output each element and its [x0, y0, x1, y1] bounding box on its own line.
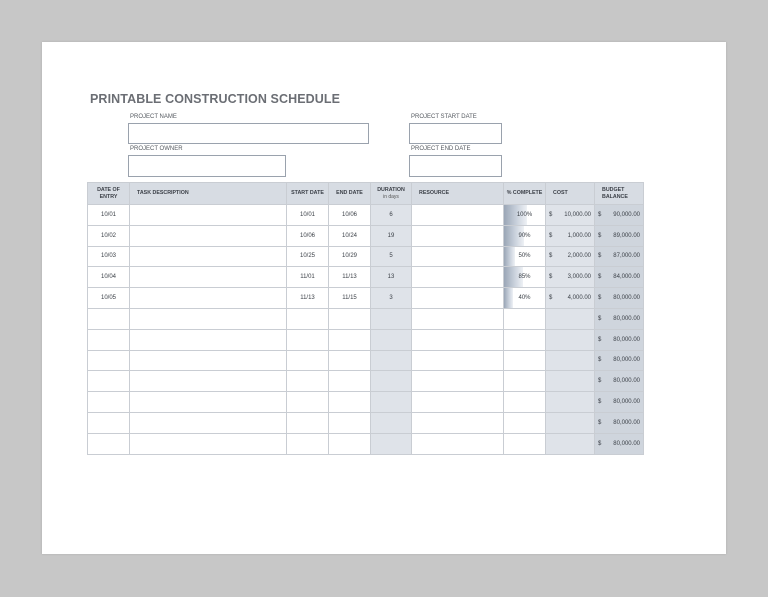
cell-end-date[interactable]: 11/13 [329, 267, 371, 288]
cost-currency: $ [549, 211, 553, 218]
cell-resource[interactable] [412, 433, 504, 454]
cell-pct-complete[interactable] [504, 350, 546, 371]
cell-pct-complete[interactable] [504, 433, 546, 454]
balance-value: 80,000.00 [613, 336, 640, 343]
cell-start-date[interactable]: 11/01 [287, 267, 329, 288]
col-header-cost: COST [546, 183, 595, 205]
cell-end-date[interactable] [329, 329, 371, 350]
col-header-budget-balance: BUDGET BALANCE [595, 183, 644, 205]
col-header-duration-label: DURATION [377, 187, 405, 193]
cost-currency: $ [549, 274, 553, 281]
cell-end-date[interactable] [329, 350, 371, 371]
cell-task-description[interactable] [130, 371, 287, 392]
col-header-date-of-entry: DATE OF ENTRY [88, 183, 130, 205]
balance-value: 80,000.00 [613, 419, 640, 426]
project-name-label: PROJECT NAME [130, 114, 177, 120]
cell-start-date[interactable]: 10/01 [287, 205, 329, 226]
table-row [88, 412, 644, 433]
table-row [88, 225, 644, 246]
cell-date-of-entry[interactable] [88, 329, 130, 350]
table-row [88, 308, 644, 329]
balance-currency: $ [598, 399, 602, 406]
table-row [88, 205, 644, 226]
cell-date-of-entry[interactable]: 10/01 [88, 205, 130, 226]
cell-date-of-entry[interactable]: 10/05 [88, 288, 130, 309]
cell-resource[interactable] [412, 350, 504, 371]
project-end-date-field[interactable] [409, 155, 502, 177]
cell-end-date[interactable] [329, 308, 371, 329]
cell-duration[interactable] [371, 392, 412, 413]
cell-duration[interactable]: 3 [371, 288, 412, 309]
cell-pct-complete[interactable] [504, 308, 546, 329]
balance-currency: $ [598, 357, 602, 364]
balance-value: 90,000.00 [613, 211, 640, 218]
cell-start-date[interactable] [287, 433, 329, 454]
col-header-duration-unit: in days [383, 193, 399, 200]
cell-duration[interactable] [371, 371, 412, 392]
cell-resource[interactable] [412, 288, 504, 309]
cell-resource[interactable] [412, 371, 504, 392]
cell-duration[interactable] [371, 329, 412, 350]
document-page [42, 42, 726, 554]
cell-resource[interactable] [412, 308, 504, 329]
pct-complete-value: 100% [516, 211, 533, 218]
cell-pct-complete[interactable] [504, 267, 546, 288]
cell-duration[interactable]: 13 [371, 267, 412, 288]
balance-value: 87,000.00 [613, 253, 640, 260]
balance-currency: $ [598, 440, 602, 447]
cell-pct-complete[interactable] [504, 392, 546, 413]
cell-cost[interactable] [546, 350, 595, 371]
cell-resource[interactable] [412, 205, 504, 226]
cell-budget-balance [595, 433, 644, 454]
cell-resource[interactable] [412, 329, 504, 350]
cost-currency: $ [549, 232, 553, 239]
cell-duration[interactable]: 6 [371, 205, 412, 226]
cell-end-date[interactable]: 11/15 [329, 288, 371, 309]
cell-budget-balance [595, 288, 644, 309]
balance-currency: $ [598, 211, 602, 218]
cell-date-of-entry[interactable] [88, 308, 130, 329]
cell-start-date[interactable] [287, 371, 329, 392]
cell-start-date[interactable] [287, 329, 329, 350]
balance-currency: $ [598, 232, 602, 239]
col-header-pct-complete: % COMPLETE [504, 183, 546, 205]
cell-duration[interactable]: 19 [371, 225, 412, 246]
cell-budget-balance [595, 246, 644, 267]
cell-start-date[interactable]: 11/13 [287, 288, 329, 309]
cell-pct-complete[interactable] [504, 225, 546, 246]
cell-task-description[interactable] [130, 288, 287, 309]
cell-resource[interactable] [412, 392, 504, 413]
cell-budget-balance [595, 329, 644, 350]
cell-start-date[interactable]: 10/25 [287, 246, 329, 267]
balance-currency: $ [598, 378, 602, 385]
cell-start-date[interactable] [287, 392, 329, 413]
project-name-field[interactable] [128, 123, 369, 144]
table-row [88, 350, 644, 371]
cell-pct-complete[interactable] [504, 371, 546, 392]
cell-budget-balance [595, 225, 644, 246]
col-header-duration [371, 183, 412, 205]
balance-value: 80,000.00 [613, 357, 640, 364]
cell-pct-complete[interactable] [504, 288, 546, 309]
balance-value: 80,000.00 [613, 440, 640, 447]
cell-date-of-entry[interactable] [88, 392, 130, 413]
cell-resource[interactable] [412, 267, 504, 288]
balance-currency: $ [598, 274, 602, 281]
cell-date-of-entry[interactable]: 10/03 [88, 246, 130, 267]
cell-cost[interactable] [546, 205, 595, 226]
cell-budget-balance [595, 308, 644, 329]
table-header-row [88, 183, 644, 205]
cell-budget-balance [595, 371, 644, 392]
cell-pct-complete[interactable] [504, 246, 546, 267]
cell-task-description[interactable] [130, 205, 287, 226]
cell-pct-complete[interactable] [504, 412, 546, 433]
cell-end-date[interactable] [329, 392, 371, 413]
cell-date-of-entry[interactable] [88, 433, 130, 454]
table-row [88, 392, 644, 413]
cell-end-date[interactable] [329, 433, 371, 454]
cell-end-date[interactable]: 10/24 [329, 225, 371, 246]
cell-duration[interactable]: 5 [371, 246, 412, 267]
cell-date-of-entry[interactable] [88, 350, 130, 371]
balance-currency: $ [598, 336, 602, 343]
pct-complete-value: 50% [518, 253, 531, 260]
table-row [88, 433, 644, 454]
cell-cost[interactable] [546, 433, 595, 454]
cell-cost[interactable] [546, 288, 595, 309]
cell-cost[interactable] [546, 225, 595, 246]
cost-value: 4,000.00 [567, 295, 591, 302]
project-start-date-label: PROJECT START DATE [411, 114, 477, 120]
table-row [88, 246, 644, 267]
cost-value: 3,000.00 [567, 274, 591, 281]
cell-start-date[interactable] [287, 350, 329, 371]
balance-currency: $ [598, 315, 602, 322]
schedule-table [87, 182, 644, 455]
table-row [88, 267, 644, 288]
cell-task-description[interactable] [130, 225, 287, 246]
table-row [88, 371, 644, 392]
page-title: PRINTABLE CONSTRUCTION SCHEDULE [90, 92, 341, 106]
cell-date-of-entry[interactable] [88, 371, 130, 392]
cell-budget-balance [595, 412, 644, 433]
cell-cost[interactable] [546, 371, 595, 392]
cell-budget-balance [595, 350, 644, 371]
cell-budget-balance [595, 392, 644, 413]
cell-task-description[interactable] [130, 308, 287, 329]
cost-currency: $ [549, 295, 553, 302]
cell-resource[interactable] [412, 246, 504, 267]
cell-date-of-entry[interactable] [88, 412, 130, 433]
cell-start-date[interactable] [287, 308, 329, 329]
pct-complete-value: 40% [518, 295, 531, 302]
cell-cost[interactable] [546, 308, 595, 329]
table-row [88, 329, 644, 350]
balance-value: 80,000.00 [613, 295, 640, 302]
cell-cost[interactable] [546, 412, 595, 433]
cell-duration[interactable] [371, 412, 412, 433]
cell-budget-balance [595, 205, 644, 226]
project-end-date-label: PROJECT END DATE [411, 146, 471, 152]
cost-value: 10,000.00 [564, 211, 591, 218]
balance-currency: $ [598, 253, 602, 260]
cell-duration[interactable] [371, 308, 412, 329]
pct-complete-value: 85% [518, 274, 531, 281]
table-row [88, 288, 644, 309]
cost-value: 1,000.00 [567, 232, 591, 239]
col-header-start-date: START DATE [287, 183, 329, 205]
cell-task-description[interactable] [130, 412, 287, 433]
cell-task-description[interactable] [130, 433, 287, 454]
cell-resource[interactable] [412, 412, 504, 433]
cell-cost[interactable] [546, 392, 595, 413]
col-header-end-date: END DATE [329, 183, 371, 205]
cell-task-description[interactable] [130, 350, 287, 371]
cell-duration[interactable] [371, 433, 412, 454]
cell-start-date[interactable]: 10/06 [287, 225, 329, 246]
project-owner-label: PROJECT OWNER [130, 146, 183, 152]
cell-resource[interactable] [412, 225, 504, 246]
cell-task-description[interactable] [130, 267, 287, 288]
balance-value: 80,000.00 [613, 315, 640, 322]
col-header-task-description: TASK DESCRIPTION [130, 183, 287, 205]
pct-complete-value: 90% [518, 232, 531, 239]
cell-end-date[interactable] [329, 371, 371, 392]
cell-end-date[interactable]: 10/29 [329, 246, 371, 267]
cell-task-description[interactable] [130, 329, 287, 350]
cell-pct-complete[interactable] [504, 205, 546, 226]
cell-budget-balance [595, 267, 644, 288]
cell-cost[interactable] [546, 329, 595, 350]
balance-currency: $ [598, 295, 602, 302]
cost-value: 2,000.00 [567, 253, 591, 260]
project-owner-field[interactable] [128, 155, 286, 177]
cell-end-date[interactable]: 10/06 [329, 205, 371, 226]
cell-end-date[interactable] [329, 412, 371, 433]
cell-start-date[interactable] [287, 412, 329, 433]
cell-duration[interactable] [371, 350, 412, 371]
col-header-resource: RESOURCE [412, 183, 504, 205]
project-start-date-field[interactable] [409, 123, 502, 144]
cell-date-of-entry[interactable]: 10/02 [88, 225, 130, 246]
cell-task-description[interactable] [130, 392, 287, 413]
balance-value: 80,000.00 [613, 399, 640, 406]
cell-task-description[interactable] [130, 246, 287, 267]
cell-date-of-entry[interactable]: 10/04 [88, 267, 130, 288]
cell-cost[interactable] [546, 267, 595, 288]
balance-value: 89,000.00 [613, 232, 640, 239]
cell-pct-complete[interactable] [504, 329, 546, 350]
cost-currency: $ [549, 253, 553, 260]
balance-currency: $ [598, 419, 602, 426]
balance-value: 84,000.00 [613, 274, 640, 281]
cell-cost[interactable] [546, 246, 595, 267]
balance-value: 80,000.00 [613, 378, 640, 385]
